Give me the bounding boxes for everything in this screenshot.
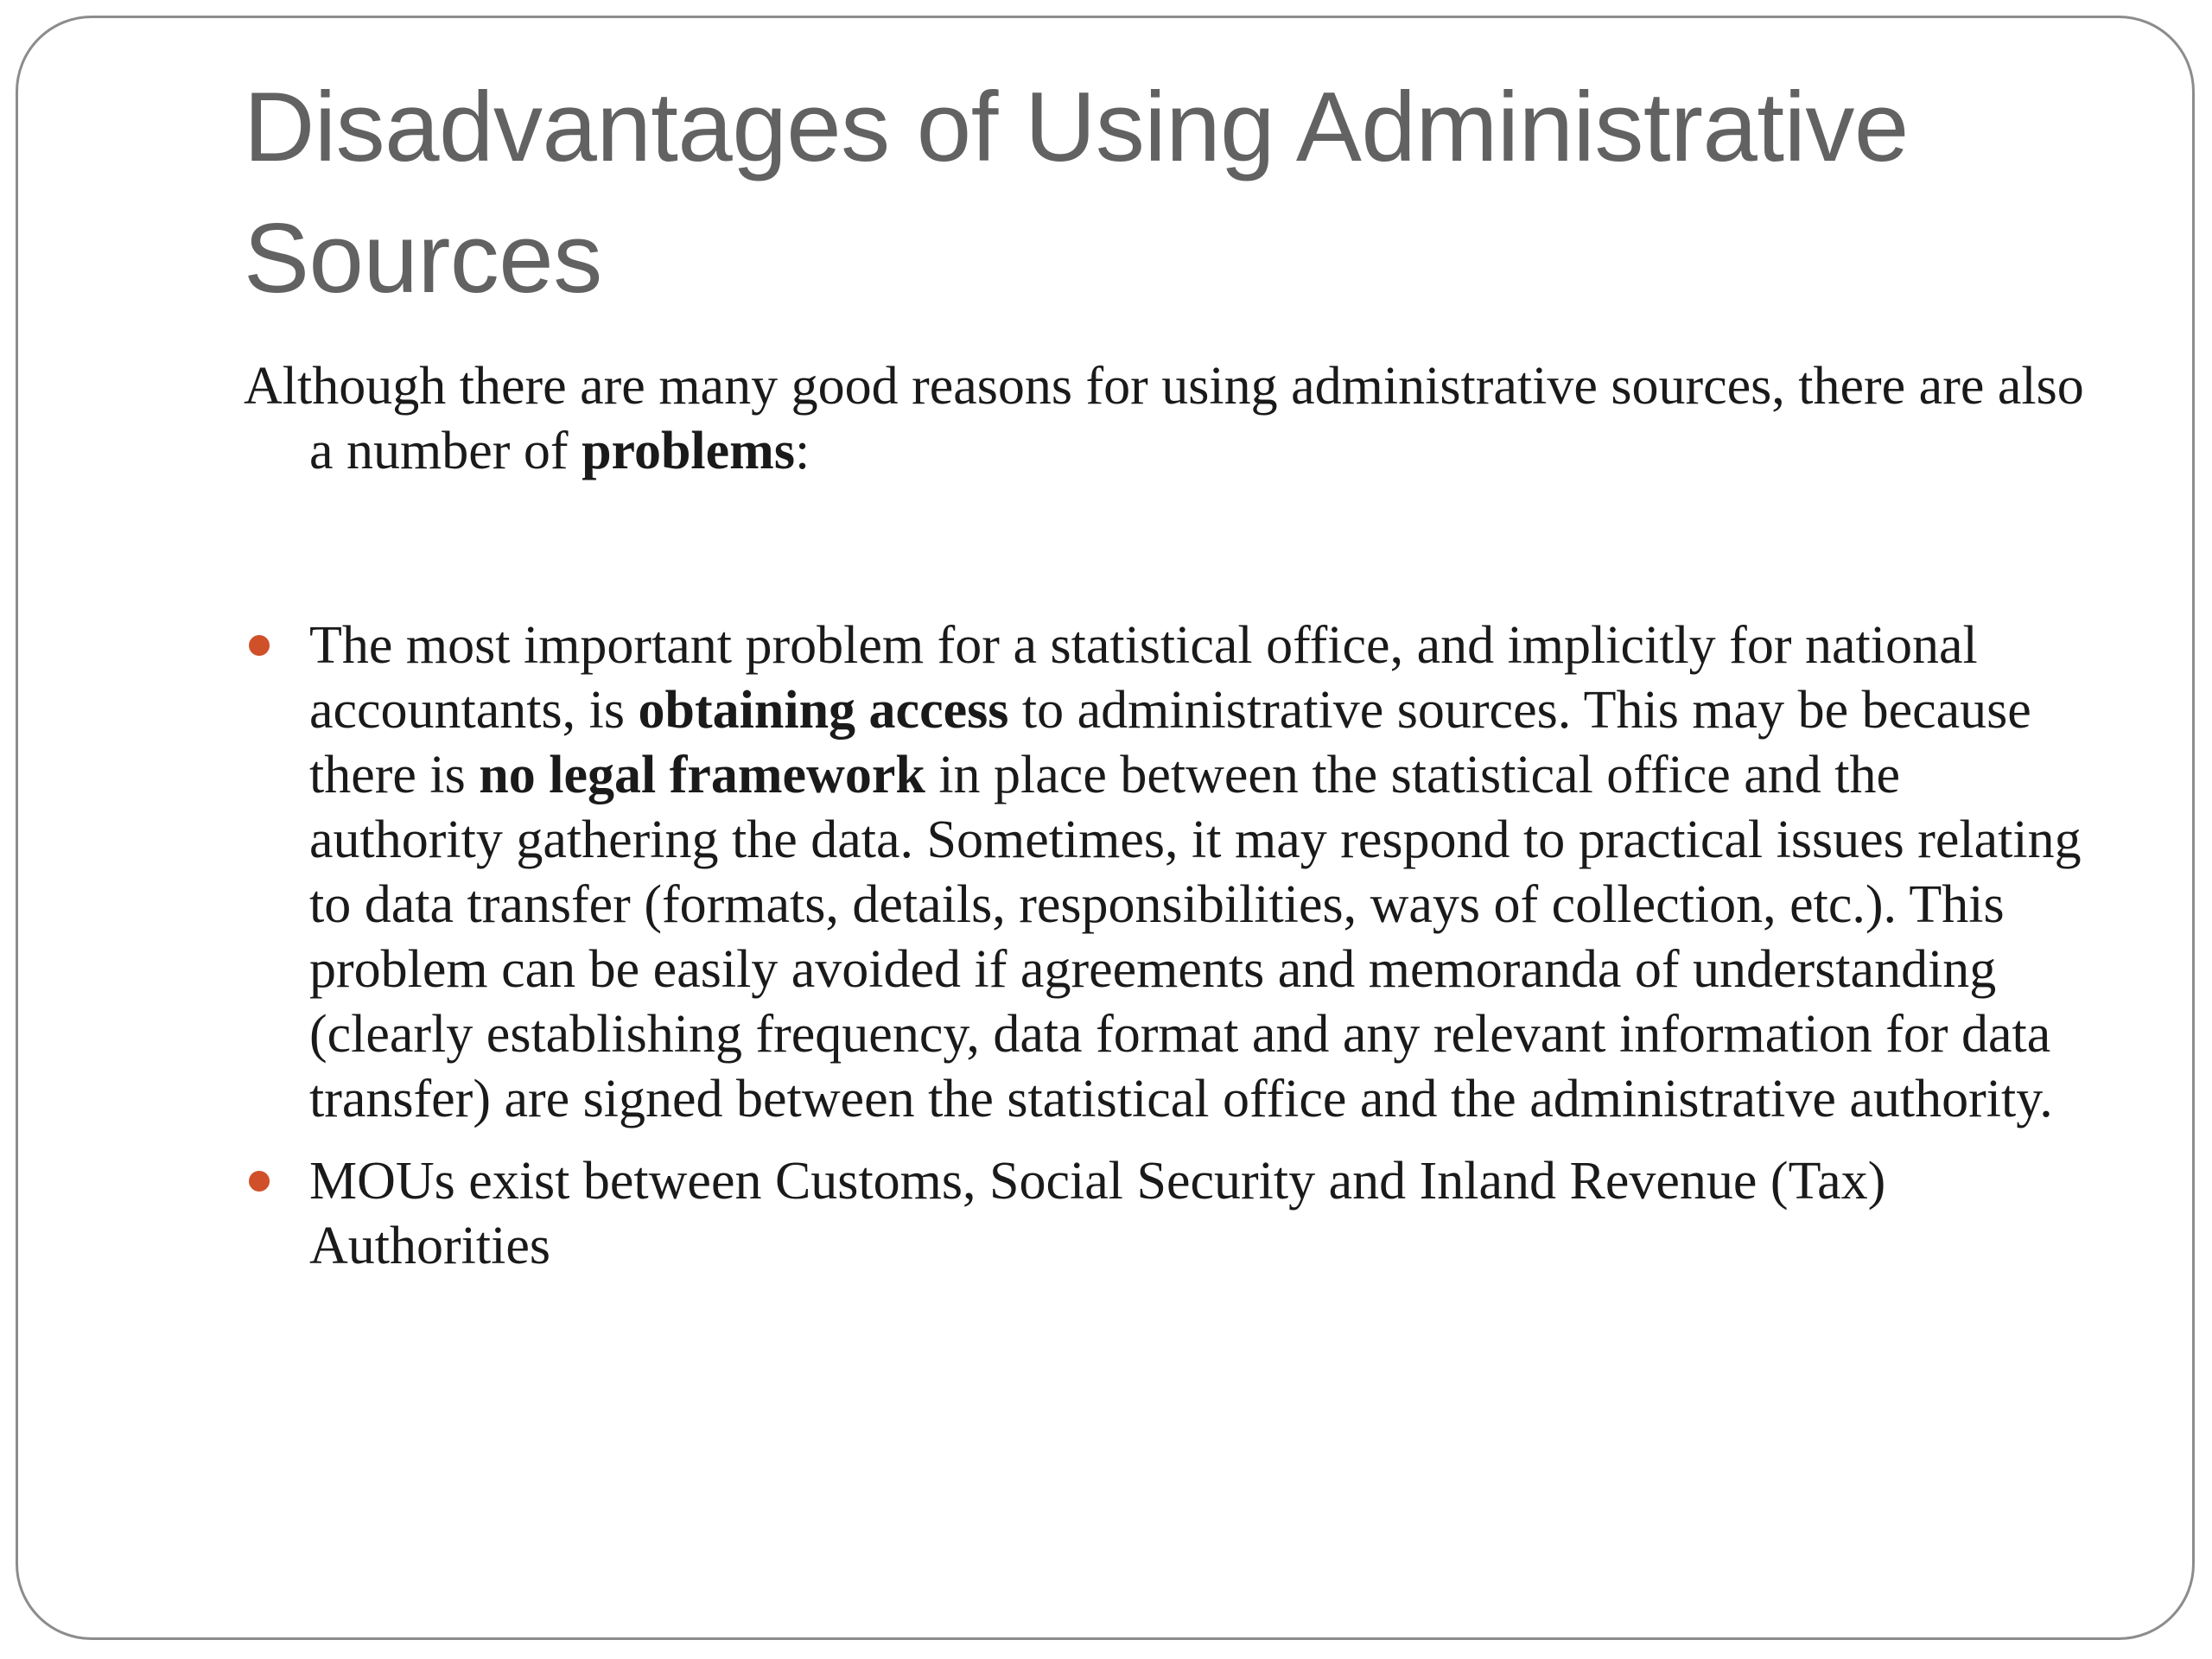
intro-bold-problems: problems xyxy=(582,422,795,480)
slide-body xyxy=(244,354,2101,1279)
bullet-item-access xyxy=(244,613,2101,1132)
intro-colon: : xyxy=(794,422,810,480)
intro-text: Although there are many good reasons for using administrative sources, there are also a number of xyxy=(244,357,2084,480)
intro-paragraph xyxy=(244,354,2101,484)
bullet-text: to administrative sources. This may be because there is xyxy=(309,681,2031,804)
bullet-item-mous xyxy=(244,1149,2101,1279)
bullet-dot-icon xyxy=(249,635,270,656)
bullet-bold-no-legal-framework: no legal framework xyxy=(479,746,925,804)
bullet-text: MOUs exist between Customs, Social Security and Inland Revenue (Tax) Authorities xyxy=(309,1152,1886,1275)
bullet-text: in place between the statistical office and the authority gathering the data. Sometimes, it may respond to practical issues relating to data transfer (formats, details, responsibilities, ways of collection, etc.). This problem can be easily avoided if agreements and memoranda of understanding (clearly establishing frequency, data format and any relevant information for data transfer) are signed between the statistical office and the administrative authority. xyxy=(309,746,2082,1128)
bullet-dot-icon xyxy=(249,1171,270,1192)
bullet-text: The most important problem for a statistical office, and implicitly for national accountants, is xyxy=(309,616,1978,740)
slide-title: Disadvantages of Using Administrative Sources xyxy=(244,73,1909,314)
bullet-bold-obtaining-access: obtaining access xyxy=(638,681,1009,740)
bullet-list xyxy=(244,613,2101,1279)
